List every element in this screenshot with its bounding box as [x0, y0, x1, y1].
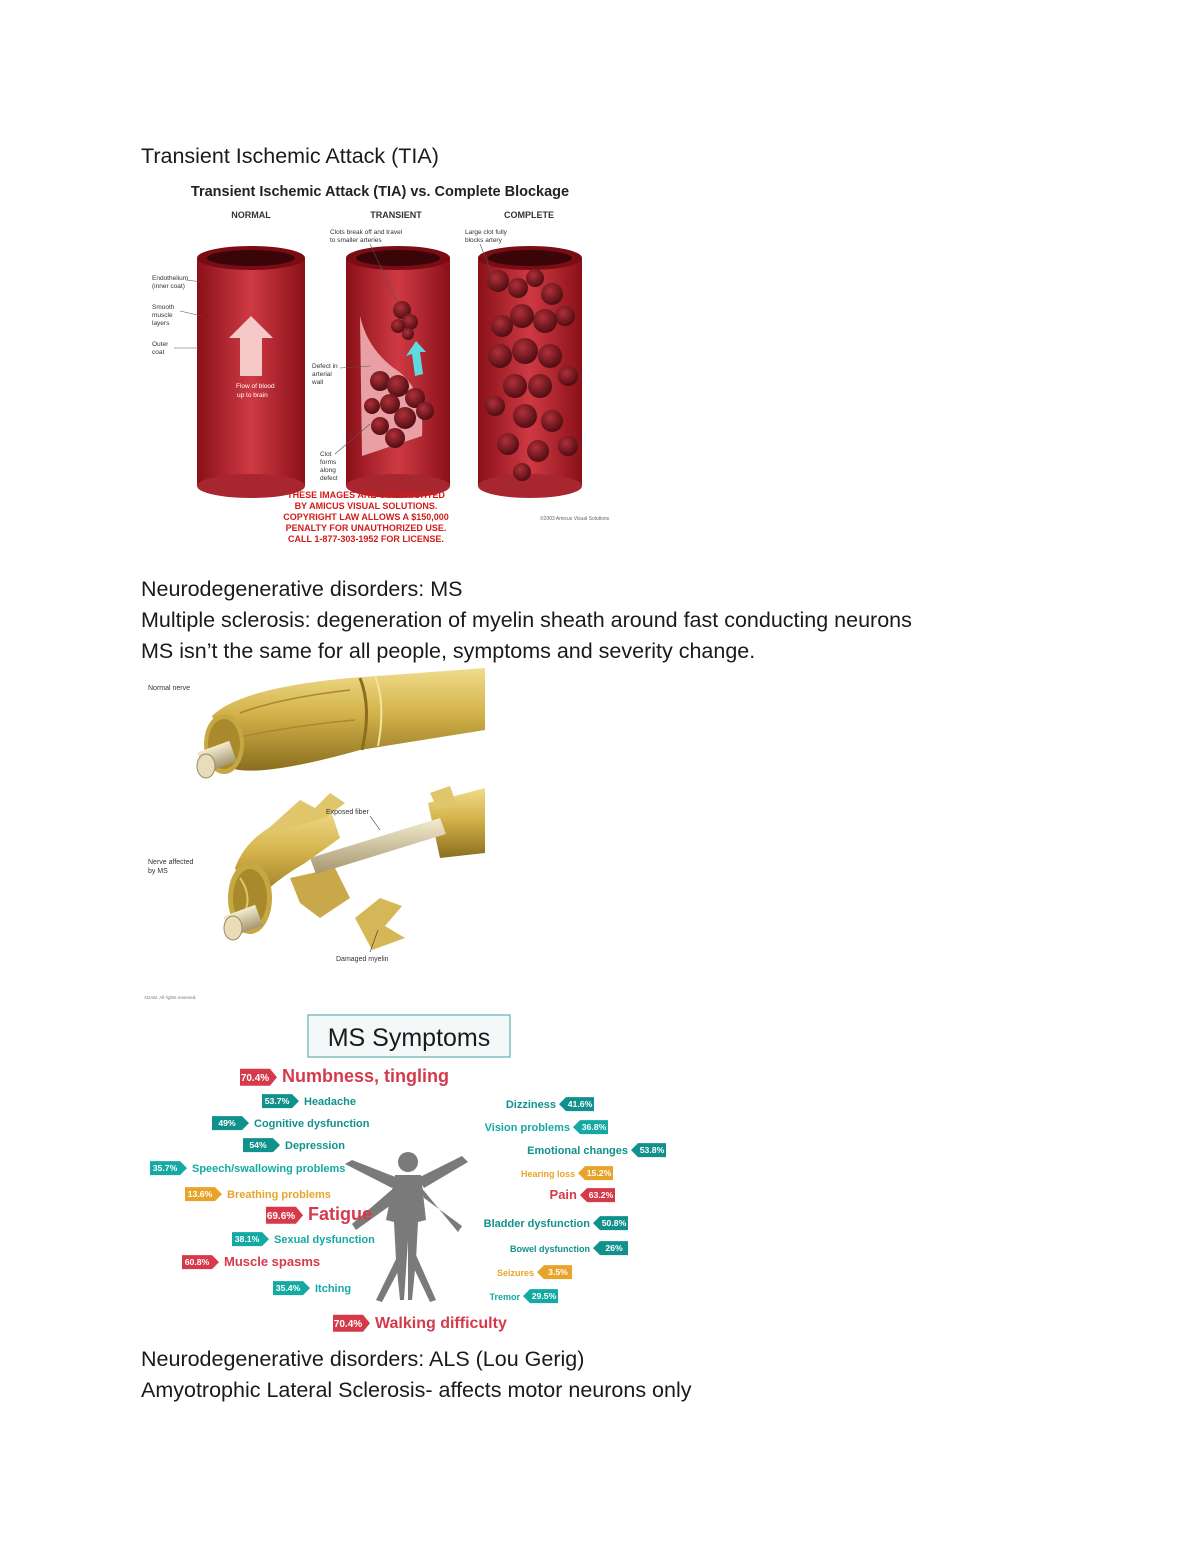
flow-label: Flow of blood: [236, 383, 275, 390]
symptom-pct-left-7: 38.1%: [234, 1234, 260, 1245]
outer-label-2: coat: [152, 349, 165, 356]
outer-label: Outer: [152, 341, 169, 348]
symptom-label-right-5: Bladder dysfunction: [483, 1218, 590, 1230]
endothelium-label-2: (inner coat): [152, 283, 185, 290]
clots-label: Clots break off and travel: [330, 229, 403, 236]
symptom-label-left-5: Breathing problems: [227, 1189, 331, 1201]
ms-symptoms-graphic: [140, 1010, 665, 1345]
symptom-label-left-6: Fatigue: [308, 1204, 373, 1224]
symptom-pct-left-4: 35.7%: [152, 1163, 178, 1174]
symptom-pct-right-1: 36.8%: [581, 1122, 607, 1133]
symptom-pct-right-5: 50.8%: [601, 1218, 627, 1229]
symptom-pct-right-2: 53.8%: [639, 1145, 665, 1156]
symptom-label-left-8: Muscle spasms: [224, 1254, 321, 1269]
symptom-label-right-4: Pain: [549, 1187, 577, 1202]
endothelium-label: Endothelium: [152, 275, 189, 282]
tia-figure-title: Transient Ischemic Attack (TIA) vs. Complete Blockage: [190, 184, 570, 200]
symptom-pct-right-8: 29.5%: [531, 1291, 557, 1302]
clot-forms-label: Clot: [320, 451, 332, 458]
affected-nerve-label-2: by MS: [148, 868, 168, 875]
clot-forms-label-3: along: [320, 467, 336, 474]
tia-heading: Transient Ischemic Attack (TIA): [141, 144, 439, 168]
column-normal: NORMAL: [231, 210, 271, 220]
tia-illustration: [140, 176, 620, 546]
symptom-label-right-3: Hearing loss: [520, 1169, 575, 1179]
copyright-stamp: [283, 490, 449, 544]
nerve-figure: [140, 668, 485, 1004]
ms-definition: Multiple sclerosis: degeneration of myelin sheath around fast conducting neurons: [141, 608, 912, 632]
symptom-label-left-1: Headache: [304, 1096, 356, 1108]
symptom-label-left-4: Speech/swallowing problems: [192, 1163, 346, 1175]
symptom-label-left-10: Walking difficulty: [375, 1315, 507, 1332]
als-heading: Neurodegenerative disorders: ALS (Lou Gerig): [141, 1347, 585, 1371]
svg-text:PENALTY FOR UNAUTHORIZED USE.: PENALTY FOR UNAUTHORIZED USE.: [285, 523, 447, 533]
symptom-label-left-2: Cognitive dysfunction: [254, 1118, 370, 1130]
clot-forms-label-2: forms: [320, 459, 337, 466]
defect-label: Defect in: [312, 363, 338, 370]
symptom-label-left-7: Sexual dysfunction: [274, 1234, 375, 1246]
symptom-pct-left-6: 69.6%: [266, 1210, 296, 1222]
symptom-pct-left-1: 53.7%: [264, 1096, 290, 1107]
nerve-source-label: ADAM. All rights reserved.: [144, 995, 197, 1000]
credit-label: ©2003 Amicus Visual Solutions: [540, 516, 610, 522]
svg-text:CALL 1-877-303-1952 FOR LICENS: CALL 1-877-303-1952 FOR LICENSE.: [288, 534, 444, 544]
human-figure: [345, 1152, 468, 1302]
ms-variability: MS isn’t the same for all people, symptoms and severity change.: [141, 639, 756, 663]
exposed-fiber-label: Exposed fiber: [326, 809, 369, 816]
svg-text:BY AMICUS VISUAL SOLUTIONS.: BY AMICUS VISUAL SOLUTIONS.: [294, 501, 438, 511]
symptom-pct-right-7: 3.5%: [548, 1267, 568, 1278]
column-complete: COMPLETE: [503, 210, 555, 220]
smooth-label: Smooth: [152, 304, 175, 311]
normal-nerve: [197, 668, 485, 778]
symptom-pct-left-3: 54%: [249, 1140, 267, 1151]
symptom-pct-left-10: 70.4%: [333, 1318, 363, 1330]
transient-artery: [346, 246, 450, 498]
symptom-label-left-9: Itching: [315, 1283, 352, 1295]
smooth-label-2: muscle: [152, 312, 173, 319]
symptom-label-right-0: Dizziness: [505, 1099, 556, 1111]
symptom-pct-left-0: 70.4%: [240, 1072, 270, 1084]
large-clot-label: Large clot fully: [465, 229, 507, 236]
tia-figure: [140, 176, 620, 546]
symptom-pct-left-8: 60.8%: [184, 1257, 210, 1268]
column-transient: TRANSIENT: [370, 210, 422, 220]
clot-forms-label-4: defect: [320, 475, 338, 482]
svg-text:THESE IMAGES ARE COPYRIGHTED: THESE IMAGES ARE COPYRIGHTED: [287, 490, 445, 500]
symptom-label-left-0: Numbness, tingling: [282, 1066, 450, 1086]
ms-symptoms-infographic: [140, 1010, 665, 1345]
flow-label-2: up to brain: [237, 392, 268, 399]
symptom-label-right-2: Emotional changes: [527, 1145, 628, 1157]
symptom-label-right-1: Vision problems: [484, 1122, 570, 1134]
affected-nerve-label: Nerve affected: [148, 859, 194, 866]
als-definition: Amyotrophic Lateral Sclerosis- affects motor neurons only: [141, 1378, 692, 1402]
ms-heading: Neurodegenerative disorders: MS: [141, 577, 463, 601]
clots-label-2: to smaller arteries: [330, 237, 382, 244]
symptom-pct-left-9: 35.4%: [275, 1283, 301, 1294]
smooth-label-3: layers: [152, 320, 170, 327]
symptom-pct-right-0: 41.6%: [567, 1099, 593, 1110]
normal-artery: [197, 246, 305, 498]
complete-artery: [478, 246, 582, 498]
symptom-pct-right-6: 26%: [605, 1243, 623, 1254]
symptom-pct-right-4: 63.2%: [588, 1190, 614, 1201]
symptom-label-right-8: Tremor: [489, 1292, 520, 1302]
damaged-myelin-label: Damaged myelin: [336, 956, 389, 963]
symptom-label-right-6: Bowel dysfunction: [509, 1244, 590, 1254]
ms-symptoms-title: MS Symptoms: [327, 1024, 491, 1052]
symptom-label-right-7: Seizures: [496, 1268, 534, 1278]
symptom-pct-left-5: 13.6%: [187, 1189, 213, 1200]
symptom-label-left-3: Depression: [285, 1140, 345, 1152]
svg-text:COPYRIGHT LAW ALLOWS A $150,00: COPYRIGHT LAW ALLOWS A $150,000: [283, 512, 449, 522]
large-clot-label-2: blocks artery: [465, 237, 502, 244]
symptom-pct-right-3: 15.2%: [586, 1168, 612, 1179]
symptom-pct-left-2: 49%: [218, 1118, 236, 1129]
defect-label-3: wall: [312, 379, 324, 386]
nerve-illustration: [140, 668, 485, 1004]
defect-label-2: arterial: [312, 371, 332, 378]
normal-nerve-label: Normal nerve: [148, 685, 191, 692]
